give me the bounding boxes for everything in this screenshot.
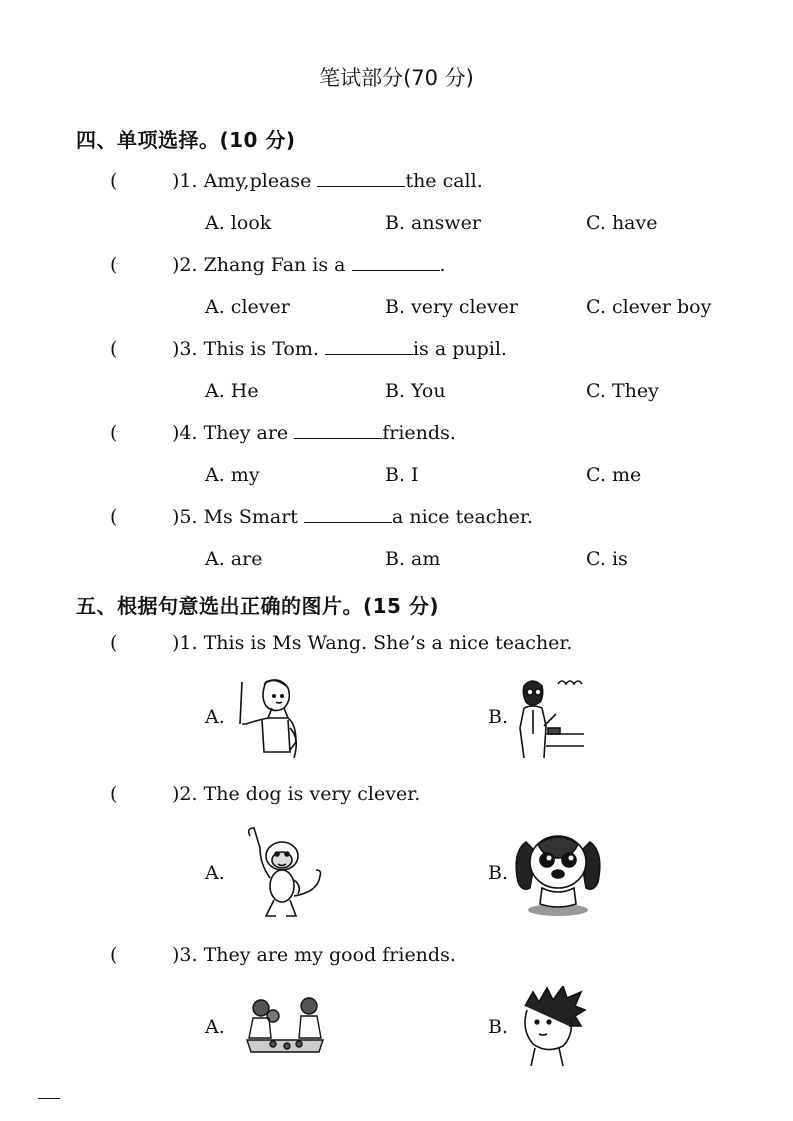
- option-b[interactable]: B. I: [385, 464, 419, 486]
- boy-thinking-image[interactable]: [515, 986, 589, 1068]
- option-a-label[interactable]: A.: [205, 1016, 225, 1038]
- teacher-with-pointer-image[interactable]: [232, 672, 304, 762]
- fill-blank[interactable]: [294, 424, 382, 439]
- page-title: 笔试部分(70 分): [319, 66, 474, 90]
- option-c[interactable]: C. clever boy: [586, 296, 712, 318]
- answer-paren[interactable]: (: [110, 170, 118, 192]
- man-teacher-at-blackboard-image[interactable]: [514, 674, 586, 762]
- option-b[interactable]: B. am: [385, 548, 441, 570]
- option-a[interactable]: A. He: [205, 380, 259, 402]
- question-5-1: ( )1. This is Ms Wang. She’s a nice teacher.: [110, 632, 573, 654]
- fill-blank[interactable]: [317, 172, 405, 187]
- question-5-3: ( )3. They are my good friends.: [110, 944, 456, 966]
- page-corner-mark: [38, 1098, 60, 1099]
- option-a[interactable]: A. look: [205, 212, 272, 234]
- answer-paren[interactable]: (: [110, 506, 118, 528]
- answer-paren[interactable]: (: [110, 254, 118, 276]
- answer-paren[interactable]: (: [110, 783, 118, 805]
- option-c[interactable]: C. They: [586, 380, 659, 402]
- section4-heading: 四、单项选择。(10 分): [76, 128, 296, 152]
- monkey-image[interactable]: [240, 826, 324, 922]
- answer-paren[interactable]: (: [110, 632, 118, 654]
- option-a-label[interactable]: A.: [205, 706, 225, 728]
- question-4-5: ( )5. Ms Smart a nice teacher.: [110, 506, 533, 528]
- option-b-label[interactable]: B.: [488, 1016, 509, 1038]
- fill-blank[interactable]: [325, 340, 413, 355]
- answer-paren[interactable]: (: [110, 338, 118, 360]
- fill-blank[interactable]: [304, 508, 392, 523]
- answer-paren[interactable]: (: [110, 422, 118, 444]
- option-b-label[interactable]: B.: [488, 706, 509, 728]
- option-a[interactable]: A. clever: [205, 296, 290, 318]
- option-b-label[interactable]: B.: [488, 862, 509, 884]
- option-a-label[interactable]: A.: [205, 862, 225, 884]
- option-c[interactable]: C. have: [586, 212, 658, 234]
- question-5-2: ( )2. The dog is very clever.: [110, 783, 421, 805]
- question-4-4: ( )4. They are friends.: [110, 422, 456, 444]
- puppy-dog-image[interactable]: [512, 826, 604, 918]
- question-4-1: ( )1. Amy,please the call.: [110, 170, 483, 192]
- option-b[interactable]: B. You: [385, 380, 446, 402]
- children-friends-image[interactable]: [243, 994, 327, 1056]
- option-b[interactable]: B. answer: [385, 212, 481, 234]
- option-c[interactable]: C. me: [586, 464, 642, 486]
- section5-heading: 五、根据句意选出正确的图片。(15 分): [76, 594, 440, 618]
- question-4-3: ( )3. This is Tom. is a pupil.: [110, 338, 507, 360]
- option-a[interactable]: A. my: [205, 464, 260, 486]
- answer-paren[interactable]: (: [110, 944, 118, 966]
- option-a[interactable]: A. are: [205, 548, 263, 570]
- option-c[interactable]: C. is: [586, 548, 628, 570]
- option-b[interactable]: B. very clever: [385, 296, 518, 318]
- question-4-2: ( )2. Zhang Fan is a .: [110, 254, 446, 276]
- fill-blank[interactable]: [352, 256, 440, 271]
